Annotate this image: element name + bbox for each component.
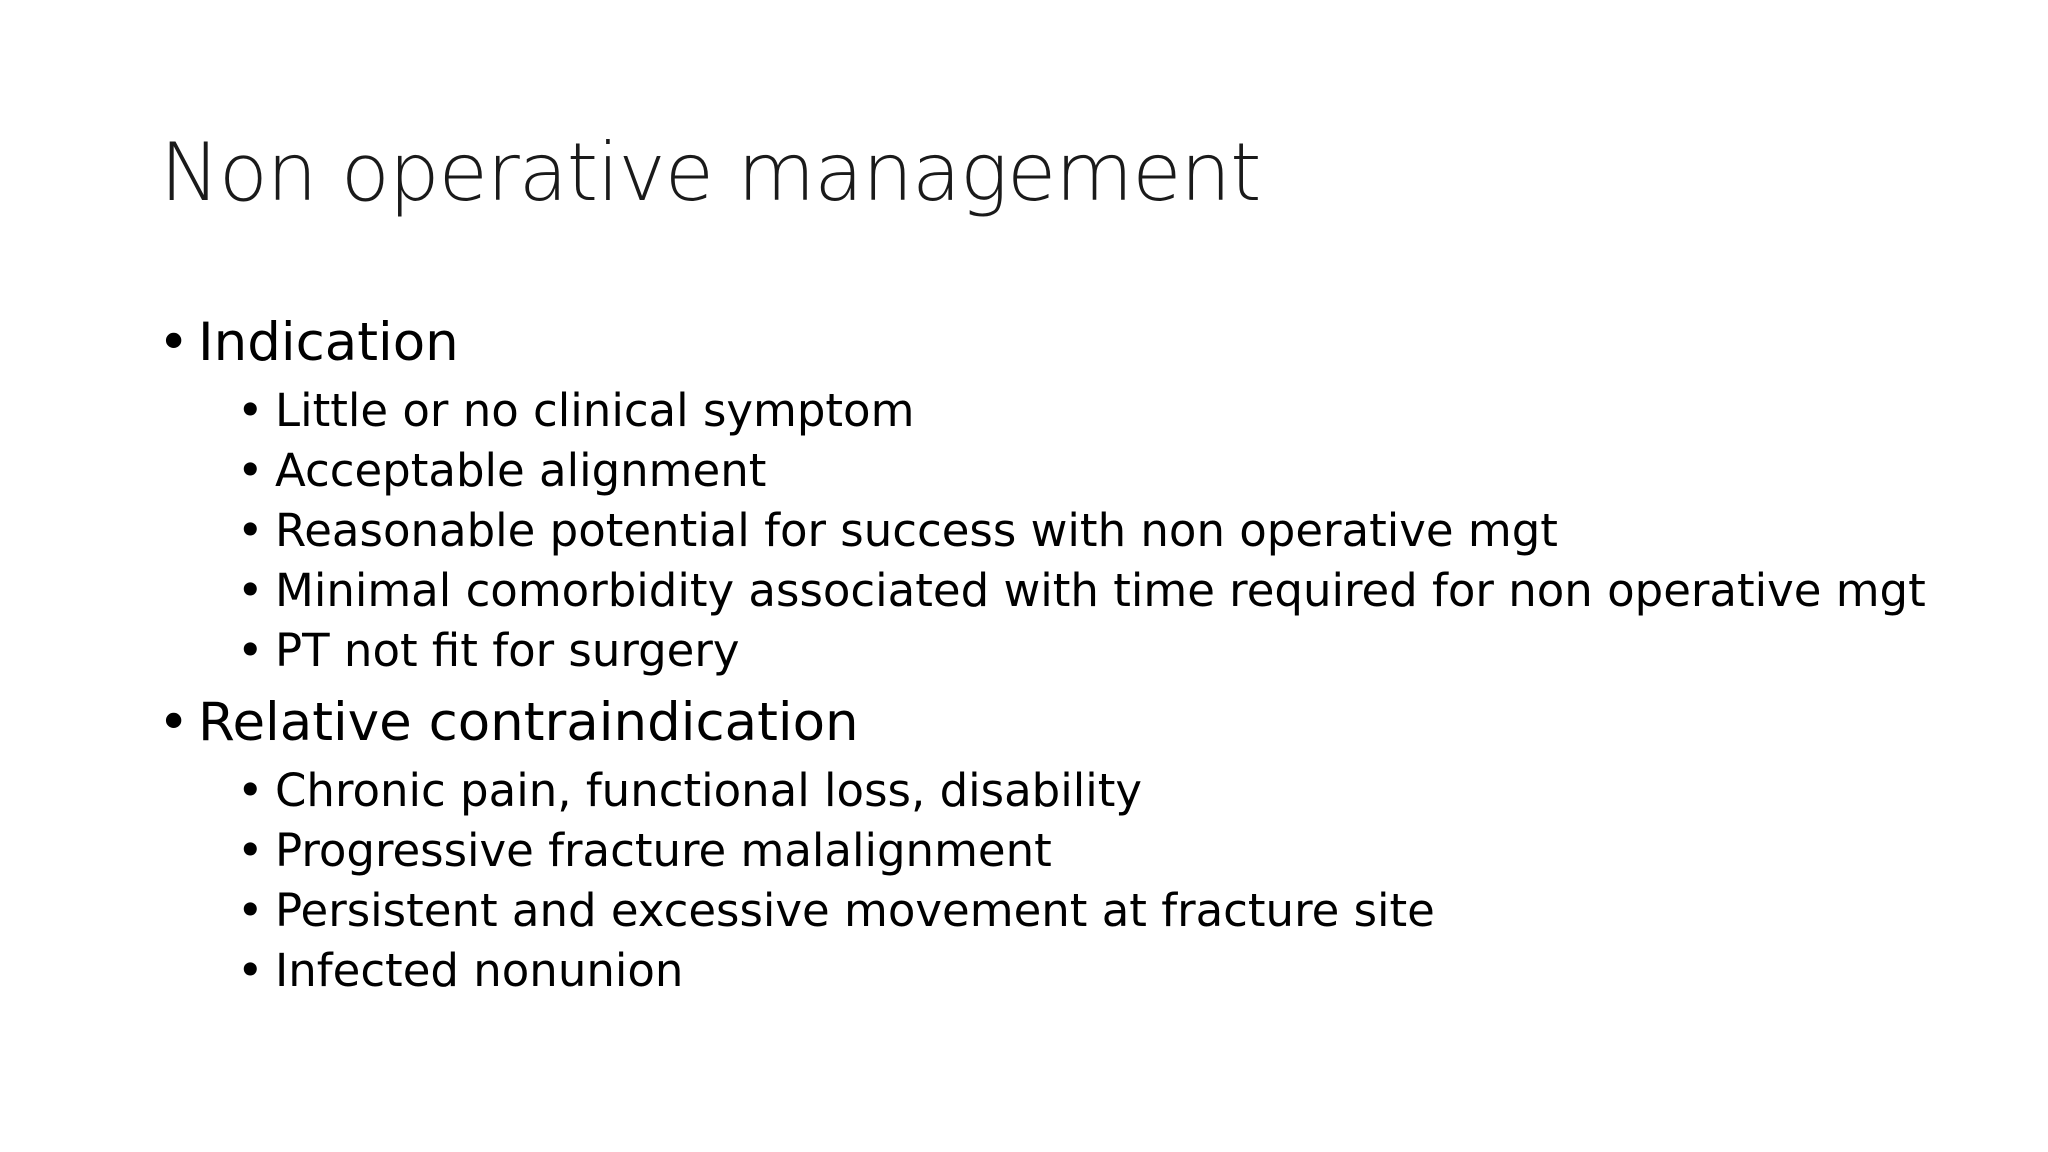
bullet-dot-icon: • (237, 384, 264, 437)
bullet-dot-icon: • (237, 824, 264, 877)
bullet-heading: Indication (198, 312, 459, 373)
bullet-dot-icon: • (237, 884, 264, 937)
sub-bullet-text: Little or no clinical symptom (275, 384, 915, 437)
sub-bullet-text: Acceptable alignment (275, 444, 767, 497)
sub-bullet (158, 501, 2008, 561)
sub-bullet-text: Reasonable potential for success with non operative mgt (275, 504, 1558, 557)
sub-bullet (158, 821, 2008, 881)
sub-bullet (158, 561, 2008, 621)
slide-title: Non operative management (160, 126, 1261, 219)
sub-bullet-text: Progressive fracture malalignment (275, 824, 1052, 877)
bullet-dot-icon: • (237, 764, 264, 817)
bullet-dot-icon: • (237, 624, 264, 677)
bullet-dot-icon: • (237, 504, 264, 557)
sub-bullet (158, 761, 2008, 821)
bullet-relative-contraindication (158, 685, 2008, 761)
sub-bullet-text: Infected nonunion (275, 944, 684, 997)
sub-bullet-text: PT not fit for surgery (275, 624, 740, 677)
slide-body (158, 305, 2008, 1001)
sub-bullet (158, 381, 2008, 441)
sub-bullet (158, 441, 2008, 501)
bullet-dot-icon: • (237, 564, 264, 617)
bullet-dot-icon: • (158, 312, 190, 373)
bullet-dot-icon: • (237, 944, 264, 997)
sub-bullet-text: Persistent and excessive movement at fracture site (275, 884, 1435, 937)
bullet-heading: Relative contraindication (198, 692, 859, 753)
bullet-indication (158, 305, 2008, 381)
bullet-dot-icon: • (237, 444, 264, 497)
sub-bullet (158, 621, 2008, 681)
sub-bullet-text: Minimal comorbidity associated with time required for non operative mgt (275, 564, 1926, 617)
sub-bullet (158, 941, 2008, 1001)
sub-bullet-text: Chronic pain, functional loss, disability (275, 764, 1142, 817)
sub-bullet (158, 881, 2008, 941)
bullet-dot-icon: • (158, 692, 190, 753)
